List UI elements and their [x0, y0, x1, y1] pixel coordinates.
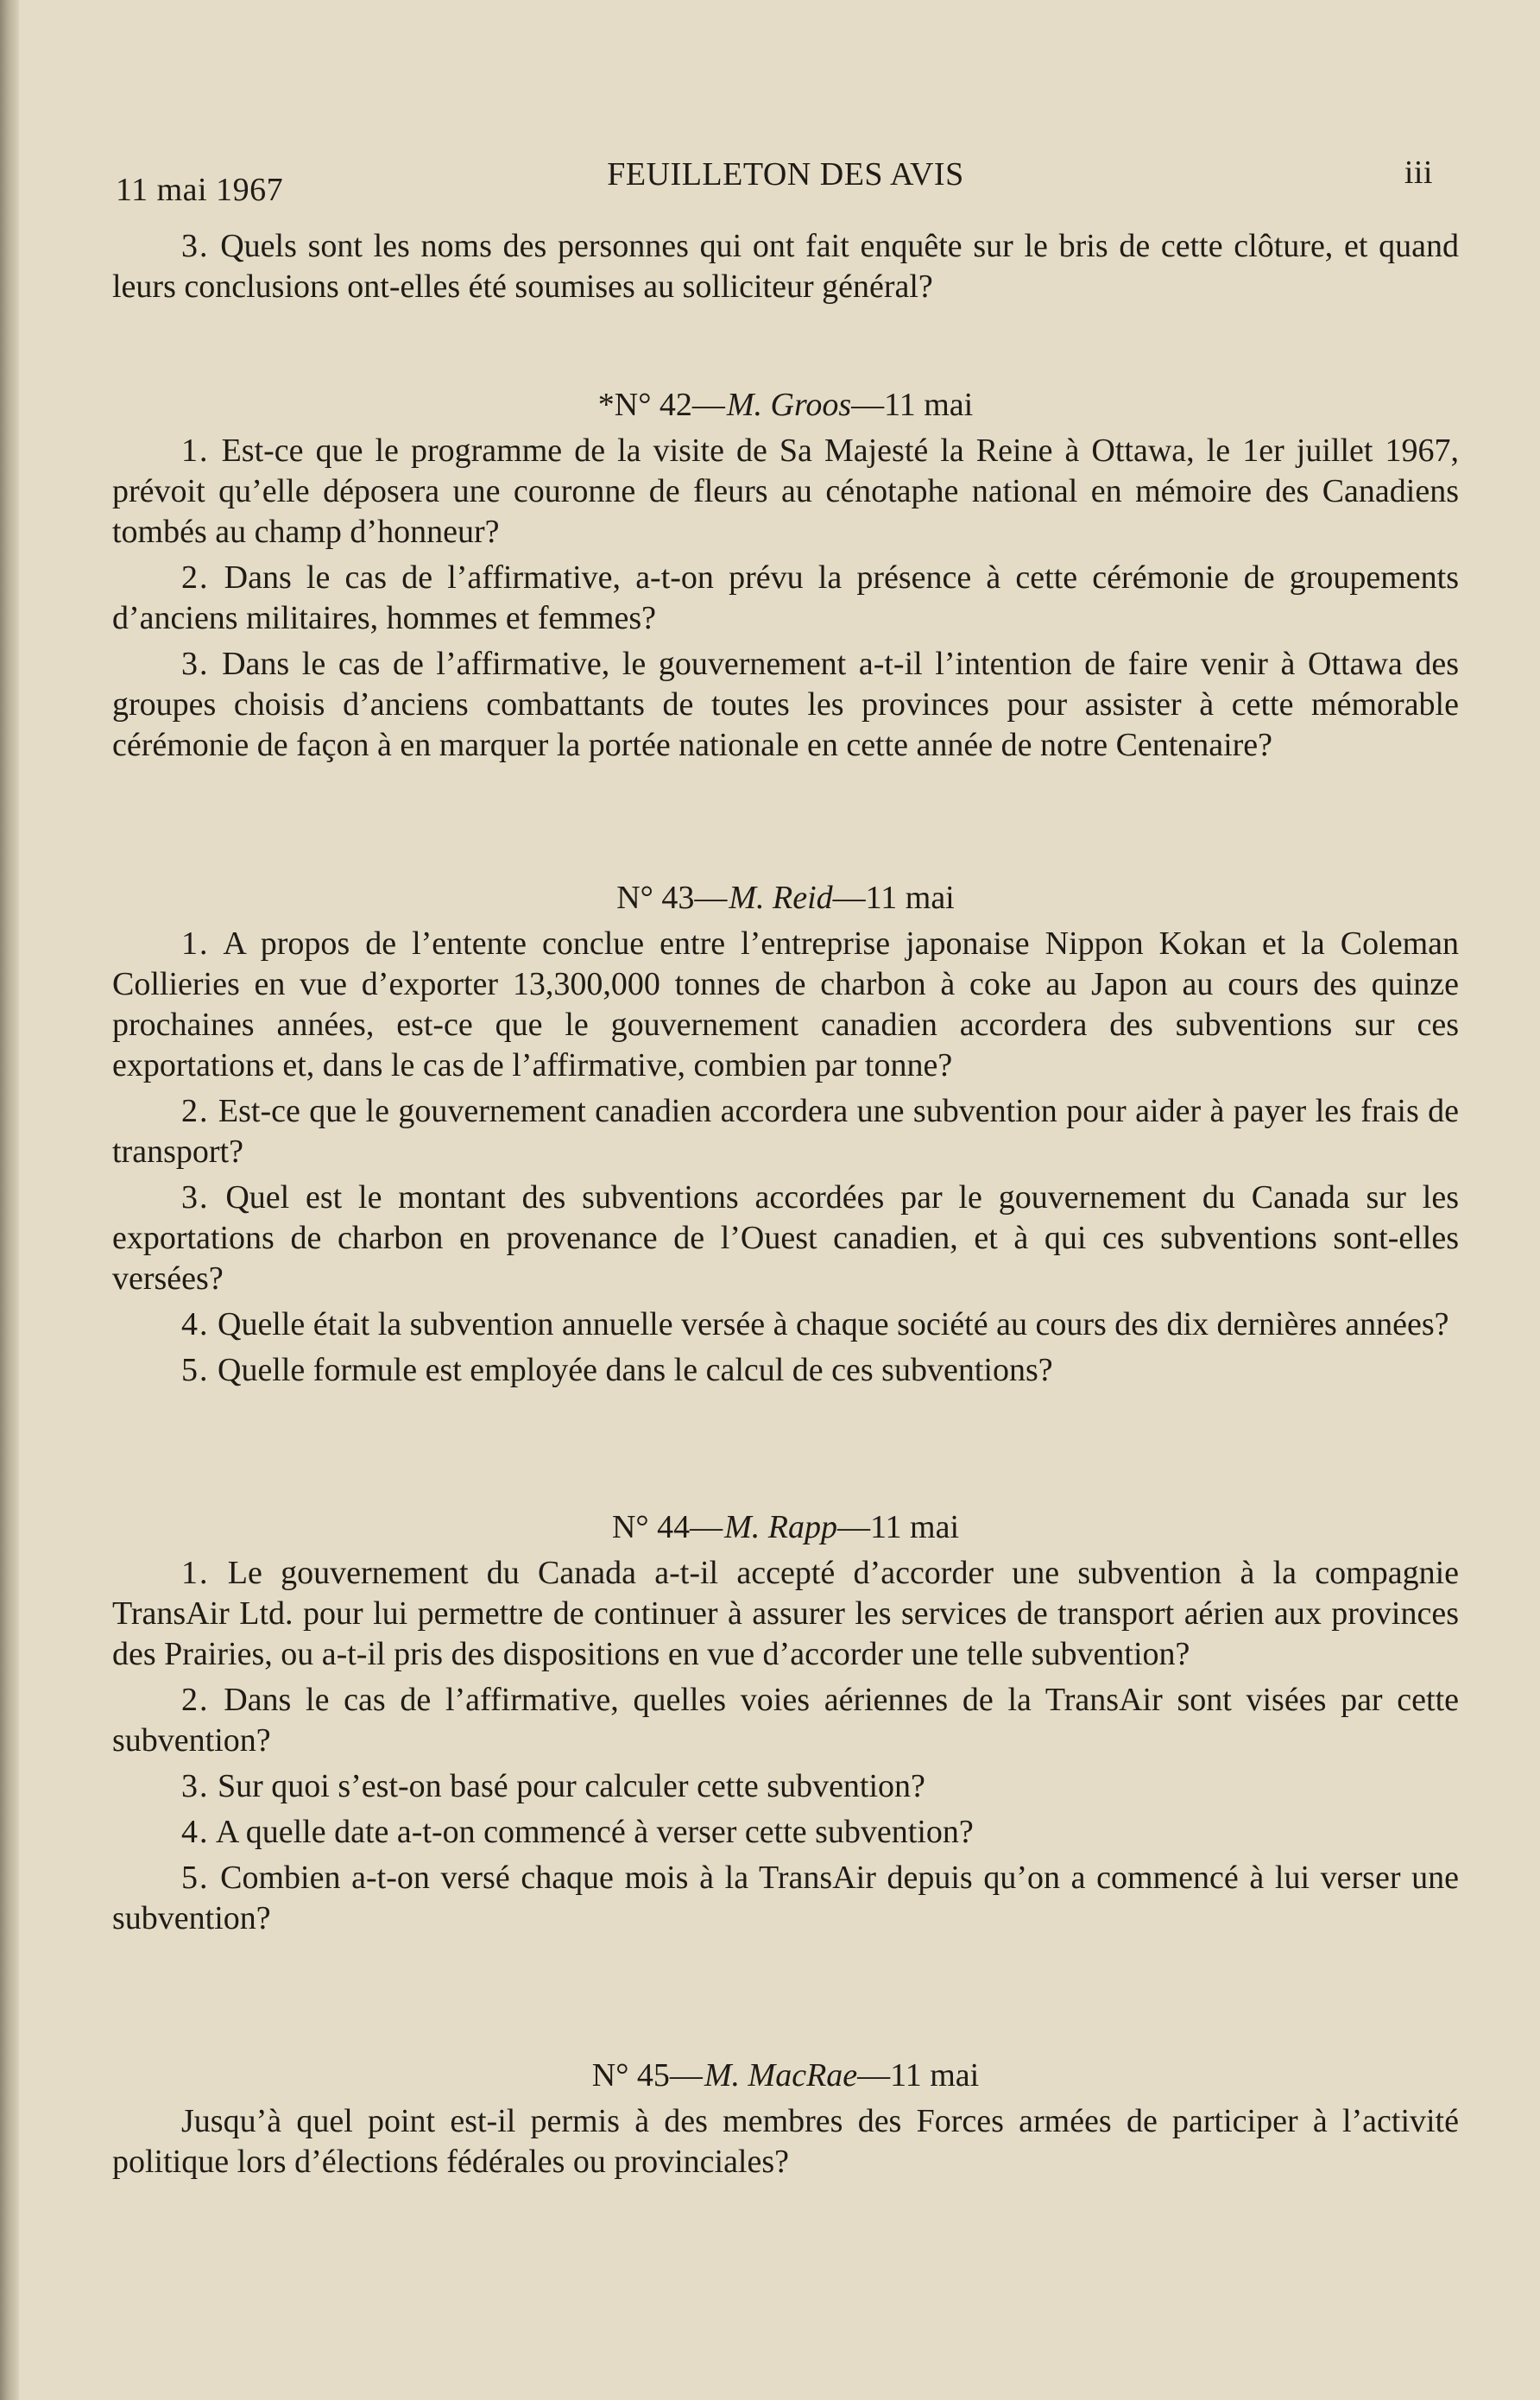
paragraph-number: 1. — [181, 925, 210, 962]
question-paragraph — [112, 1304, 1459, 1345]
paragraph-text: Dans le cas de l’affirmative, quelles voies aériennes de la TransAir sont visées par cette subvention? — [112, 1682, 1460, 1759]
paragraph-number: 5. — [181, 1860, 210, 1896]
paragraph-text: Jusqu’à quel point est-il permis à des membres des Forces armées de participer à l’activité politique lors d’élections fédérales ou provinciales? — [112, 2103, 1459, 2180]
question-date: —11 mai — [832, 880, 955, 916]
question-paragraph — [112, 1766, 1459, 1807]
paragraph-text: A propos de l’entente conclue entre l’entreprise japonaise Nippon Kokan et la Coleman Collieries en vue d’exporter 13,300,000 tonnes de charbon à coke au Japon au cours des quinze prochaines années, est-ce que le gouvernement canadien accordera des subventions sur ces exportations et, dans le cas de l’affirmative, combien par tonne? — [112, 925, 1459, 1083]
paragraph-text: Est-ce que le gouvernement canadien accordera une subvention pour aider à payer les frais de transport? — [112, 1093, 1460, 1170]
question-date: —11 mai — [857, 2057, 980, 2094]
question-paragraph — [112, 431, 1459, 553]
paragraph-text: Combien a-t-on versé chaque mois à la TransAir depuis qu’on a commencé à lui verser une subvention? — [112, 1860, 1460, 1936]
question-paragraph — [112, 1350, 1459, 1391]
question-member: M. MacRae — [704, 2057, 858, 2094]
paragraph-text: Le gouvernement du Canada a-t-il accepté d’accorder une subvention à la compagnie TransAir Ltd. pour lui permettre de continuer à assurer les services de transport aérien aux provinces des Prairies, ou a-t-il pris des dispositions en vue d’accorder une telle subvention? — [112, 1555, 1459, 1672]
question-date: —11 mai — [836, 1509, 960, 1545]
question-heading — [112, 385, 1459, 426]
paragraph-number: 3. — [181, 646, 210, 682]
question-42 — [112, 385, 1459, 766]
paragraph-number: 1. — [181, 433, 210, 469]
paragraph-number: 4. — [181, 1306, 210, 1342]
question-paragraph — [112, 1178, 1459, 1299]
paragraph-text: Dans le cas de l’affirmative, a-t-on prévu la présence à cette cérémonie de groupements d’anciens militaires, hommes et femmes? — [112, 559, 1460, 636]
page-number: iii — [1404, 155, 1433, 191]
question-paragraph — [112, 644, 1459, 766]
paragraph-text: Quels sont les noms des personnes qui ont fait enquête sur le bris de cette clôture, et quand leurs conclusions ont-elles été soumises au solliciteur général? — [112, 228, 1460, 305]
question-heading — [112, 878, 1459, 919]
paragraph-text: Quelle était la subvention annuelle versée à chaque société au cours des dix dernières années? — [218, 1306, 1449, 1342]
paragraph-number: 3. — [181, 1768, 210, 1804]
paragraph-text: Est-ce que le programme de la visite de Sa Majesté la Reine à Ottawa, le 1er juillet 1967, prévoit qu’elle déposera une couronne de fleurs au cénotaphe national en mémoire des Canadiens tombés au champ d’honneur? — [112, 433, 1460, 550]
question-paragraph — [112, 1858, 1459, 1939]
question-45 — [112, 2056, 1459, 2182]
question-paragraph — [112, 924, 1459, 1086]
question-heading — [112, 1507, 1459, 1548]
running-head-title: FEUILLETON DES AVIS — [607, 156, 964, 193]
page-gutter-shadow — [0, 0, 19, 2400]
running-head — [112, 147, 1459, 207]
question-member: M. Rapp — [724, 1509, 837, 1545]
question-paragraph — [112, 1680, 1459, 1761]
question-number: *N° 42— — [597, 387, 725, 423]
paragraph-number: 3. — [181, 228, 210, 264]
paragraph-number: 4. — [181, 1814, 210, 1850]
paragraph-text: Sur quoi s’est-on basé pour calculer cette subvention? — [218, 1768, 925, 1804]
question-number: N° 45— — [591, 2057, 703, 2094]
intro-section — [112, 226, 1459, 307]
question-44 — [112, 1507, 1459, 1939]
question-date: —11 mai — [851, 387, 974, 423]
document-page — [112, 147, 1459, 2188]
question-paragraph — [112, 558, 1459, 639]
paragraph-text: Quelle formule est employée dans le calcul de ces subventions? — [218, 1352, 1053, 1388]
paragraph-number: 3. — [181, 1179, 210, 1216]
paragraph-number: 2. — [181, 1093, 210, 1129]
question-member: M. Reid — [729, 880, 833, 916]
question-number: N° 44— — [611, 1509, 723, 1545]
question-heading — [112, 2056, 1459, 2096]
question-number: N° 43— — [616, 880, 728, 916]
paragraph-number: 1. — [181, 1555, 210, 1591]
question-43 — [112, 878, 1459, 1391]
paragraph-number: 2. — [181, 1682, 210, 1718]
paragraph-number: 2. — [181, 559, 210, 596]
question-member: M. Groos — [726, 387, 852, 423]
question-paragraph — [112, 1553, 1459, 1675]
paragraph-number: 5. — [181, 1352, 210, 1388]
running-head-date: 11 mai 1967 — [116, 172, 284, 208]
paragraph-text: A quelle date a-t-on commencé à verser cette subvention? — [215, 1814, 974, 1850]
question-paragraph — [112, 1091, 1459, 1172]
intro-paragraph — [112, 226, 1459, 307]
paragraph-text: Quel est le montant des subventions accordées par le gouvernement du Canada sur les exportations de charbon en provenance de l’Ouest canadien, et à qui ces subventions sont-elles versées? — [112, 1179, 1460, 1297]
question-paragraph — [112, 1812, 1459, 1853]
question-paragraph — [112, 2101, 1459, 2182]
paragraph-text: Dans le cas de l’affirmative, le gouvernement a-t-il l’intention de faire venir à Ottawa des groupes choisis d’anciens combattants de toutes les provinces pour assister à cette mémorable cérémonie de façon à en marquer la portée nationale en cette année de notre Centenaire? — [112, 646, 1460, 763]
